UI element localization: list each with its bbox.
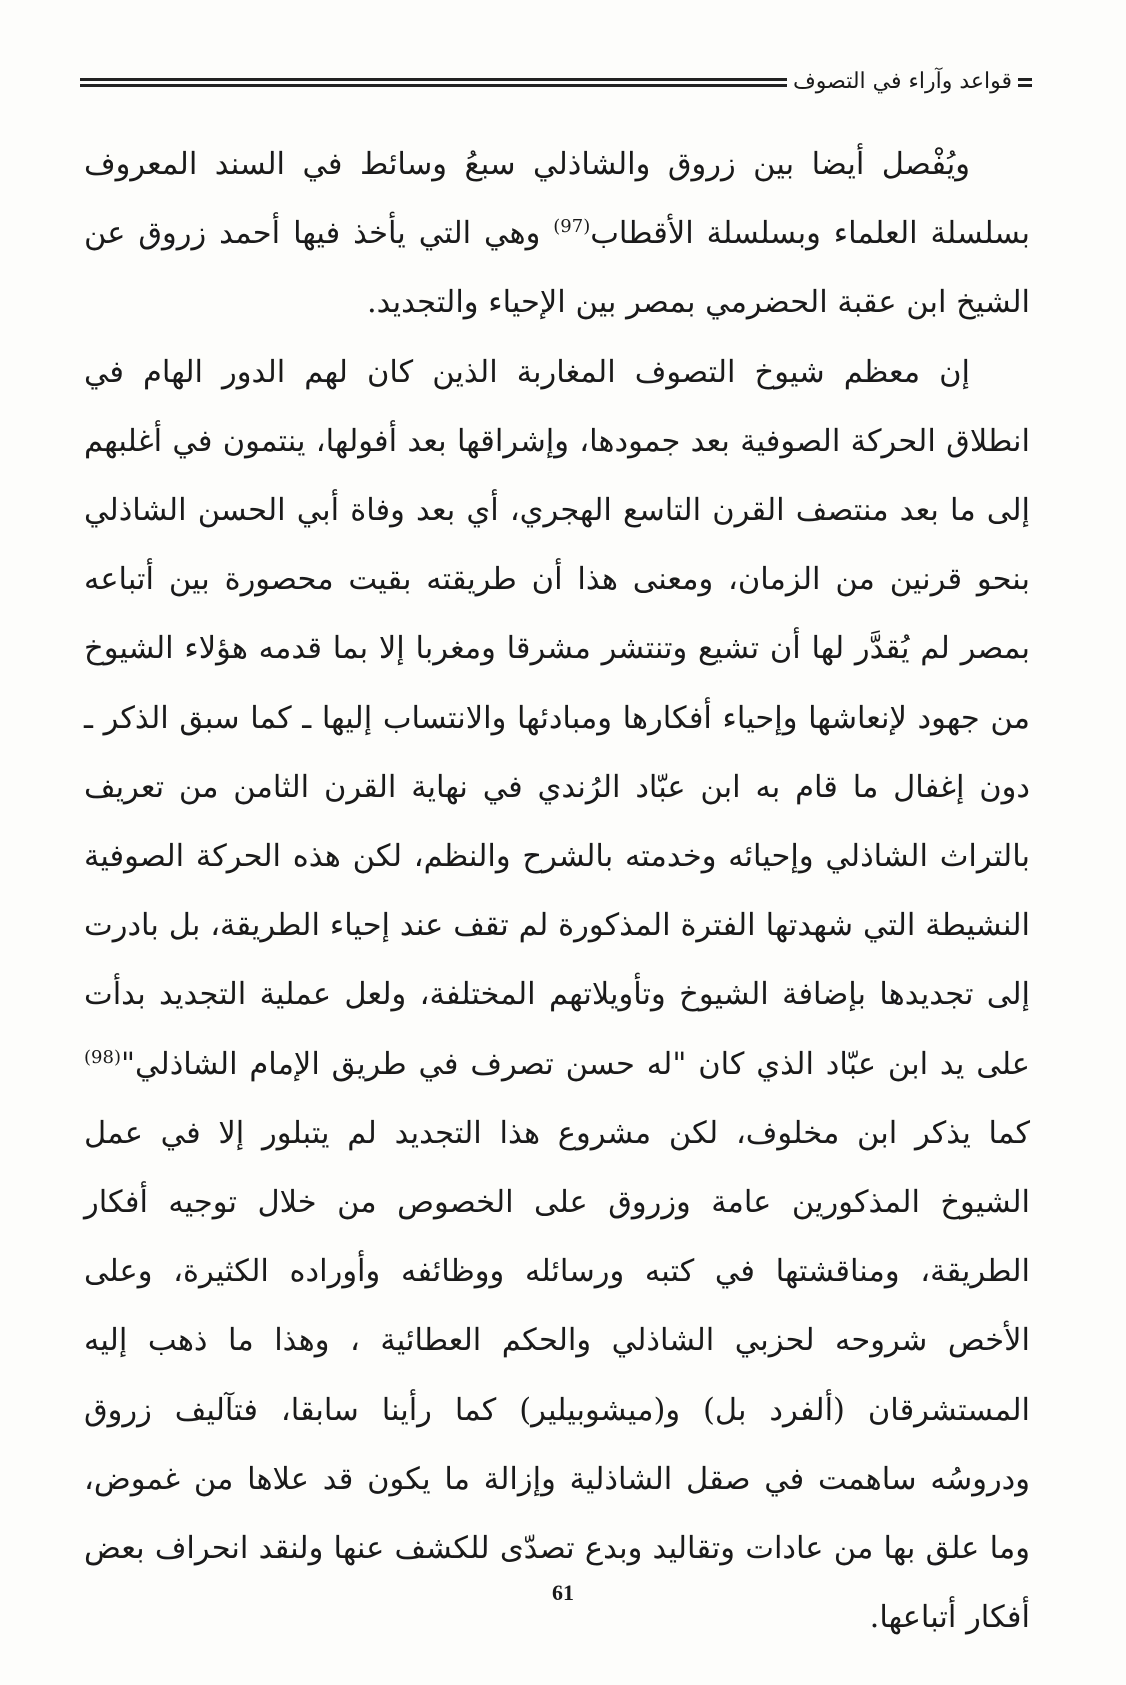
- paragraph-1: [84, 130, 1030, 338]
- footnote-ref-98: (98): [84, 1046, 121, 1068]
- header-rule-left: [80, 78, 787, 87]
- running-header-title: قواعد وآراء في التصوف: [792, 69, 1012, 94]
- page-number: 61: [552, 1580, 574, 1605]
- paragraph-2: [84, 338, 1030, 1653]
- footnote-ref-97: (97): [553, 216, 591, 238]
- body-text: [84, 130, 1030, 1652]
- paragraph-1-text-b: وهي التي يأخذ فيها أحمد زروق عن الشيخ ابن عقبة الحضرمي بمصر بين الإحياء والتجديد.: [84, 216, 1030, 321]
- header-rule-right: [1018, 78, 1032, 87]
- running-header: [80, 62, 1032, 102]
- paragraph-2-text-b: كما يذكر ابن مخلوف، لكن مشروع هذا التجديد لم يتبلور إلا في عمل الشيوخ المذكورين عامة وزروق على الخصوص من خلال توجيه أفكار الطريقة، ومناقشتها في كتبه ورسائله ووظائفه وأوراده الكثيرة، وعلى الأخص شروحه لحزبي الشاذلي والحكم العطائية ، وهذا ما ذهب إليه المستشرقان (ألفرد بل) و(ميشوبيلير) كما رأينا سابقا، فتآليف زروق ودروسُه ساهمت في صقل الشاذلية وإزالة ما يكون قد علاها من غموض، وما علق بها من عادات وتقاليد وبدع تصدّى للكشف عنها ولنقد انحراف بعض أفكار أتباعها.: [84, 1115, 1030, 1636]
- paragraph-1-text-a: ويُفْصل أيضا بين زروق والشاذلي سبعُ وسائط في السند المعروف بسلسلة العلماء وبسلسلة الأقطاب: [84, 147, 1030, 252]
- paragraph-2-text-a: إن معظم شيوخ التصوف المغاربة الذين كان لهم الدور الهام في انطلاق الحركة الصوفية بعد جمودها، وإشراقها بعد أفولها، ينتمون في أغلبهم إلى ما بعد منتصف القرن التاسع الهجري، أي بعد وفاة أبي الحسن الشاذلي بنحو قرنين من الزمان، ومعنى هذا أن طريقته بقيت محصورة بين أتباعه بمصر لم يُقدَّر لها أن تشيع وتنتشر مشرقا ومغربا إلا بما قدمه هؤلاء الشيوخ من جهود لإنعاشها وإحياء أفكارها ومبادئها والانتساب إليها ـ كما سبق الذكر ـ دون إغفال ما قام به ابن عبّاد الرُندي في نهاية القرن الثامن من تعريف بالتراث الشاذلي وإحيائه وخدمته بالشرح والنظم، لكن هذه الحركة الصوفية النشيطة التي شهدتها الفترة المذكورة لم تقف عند إحياء الطريقة، بل بادرت إلى تجديدها بإضافة الشيوخ وتأويلاتهم المختلفة، ولعل عملية التجديد بدأت على يد ابن عبّاد الذي كان "له حسن تصرف في طريق الإمام الشاذلي": [84, 354, 1030, 1082]
